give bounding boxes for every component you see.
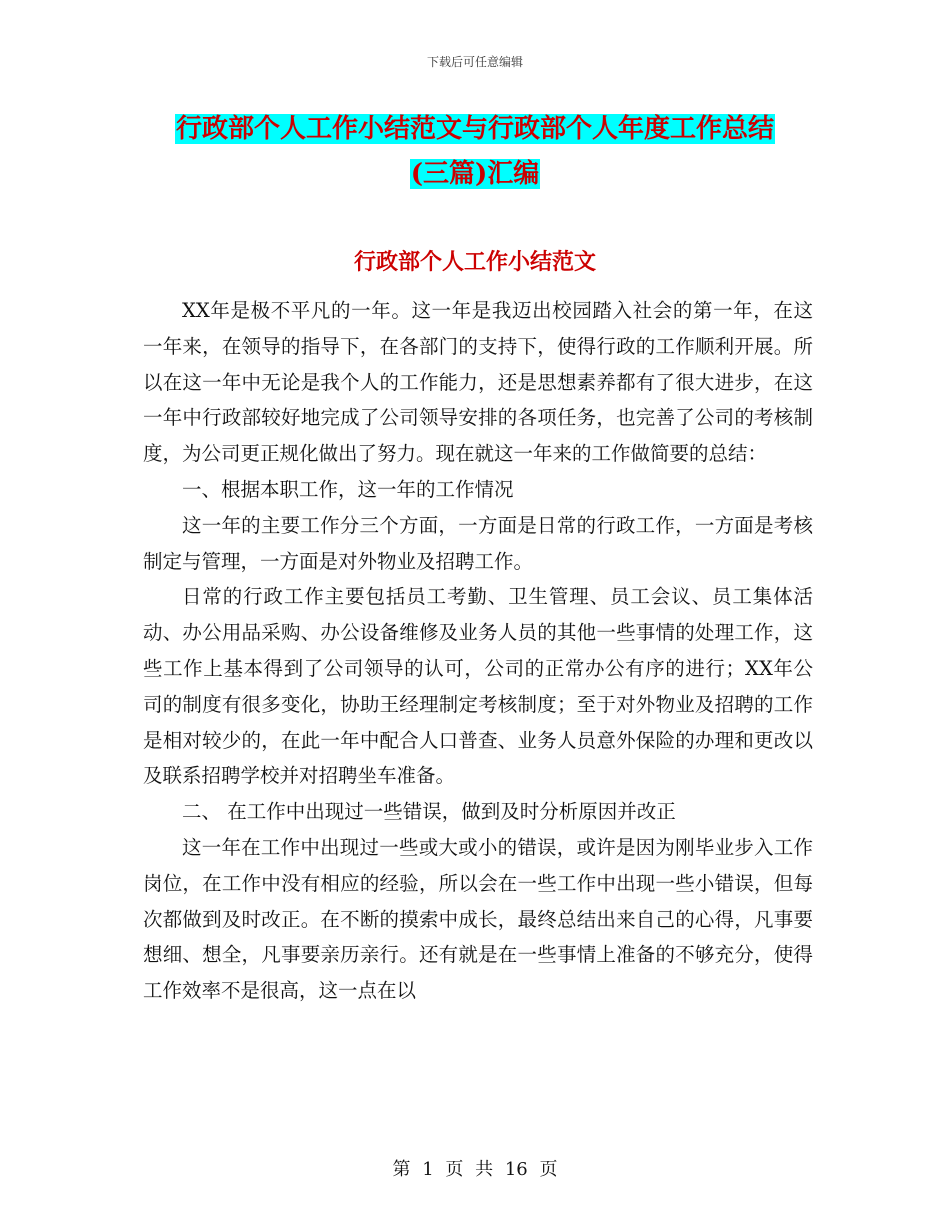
title-highlight-2: (三篇)汇编 bbox=[410, 159, 540, 189]
page-header: 下载后可任意编辑 bbox=[426, 55, 523, 69]
paragraph: 一、根据本职工作，这一年的工作情况 bbox=[182, 477, 514, 501]
paragraph: 二、 在工作中出现过一些错误，做到及时分析原因并改正 bbox=[182, 800, 676, 824]
paragraph: 日常的行政工作主要包括员工考勤、卫生管理、员工会议、员工集体活动、办公用品采购、办公设备维修及业务人员的其他一些事情的处理工作，这些工作上基本得到了公司领导的认可，公司的正常办公有序的进行；XX年公司的制度有很多变化，协助王经理制定考核制度；至于对外物业及招聘的工作是相对较少的，在此一年中配合人口普查、业务人员意外保险的办理和更改以及联系招聘学校并对招聘坐车准备。 bbox=[143, 585, 813, 788]
document-body bbox=[143, 293, 813, 1009]
paragraph: 这一年的主要工作分三个方面，一方面是日常的行政工作，一方面是考核制定与管理，一方面是对外物业及招聘工作。 bbox=[143, 513, 813, 573]
document-title-line-2 bbox=[0, 156, 950, 192]
page-footer: 第 1 页 共 16 页 bbox=[392, 1159, 558, 1180]
paragraph: 这一年在工作中出现过一些或大或小的错误，或许是因为刚毕业步入工作岗位，在工作中没有相应的经验，所以会在一些工作中出现一些小错误，但每次都做到及时改正。在不断的摸索中成长，最终总结出来自己的心得，凡事要想细、想全，凡事要亲历亲行。还有就是在一些事情上准备的不够充分，使得工作效率不是很高，这一点在以 bbox=[143, 835, 813, 1003]
document-title-line-1 bbox=[0, 111, 950, 147]
paragraph: XX年是极不平凡的一年。这一年是我迈出校园踏入社会的第一年，在这一年来，在领导的指导下，在各部门的支持下，使得行政的工作顺利开展。所以在这一年中无论是我个人的工作能力，还是思想素养都有了很大进步，在这一年中行政部较好地完成了公司领导安排的各项任务，也完善了公司的考核制度，为公司更正规化做出了努力。现在就这一年来的工作做简要的总结： bbox=[143, 299, 813, 466]
section-heading: 行政部个人工作小结范文 bbox=[353, 249, 596, 275]
title-highlight-1: 行政部个人工作小结范文与行政部个人年度工作总结 bbox=[175, 114, 774, 144]
